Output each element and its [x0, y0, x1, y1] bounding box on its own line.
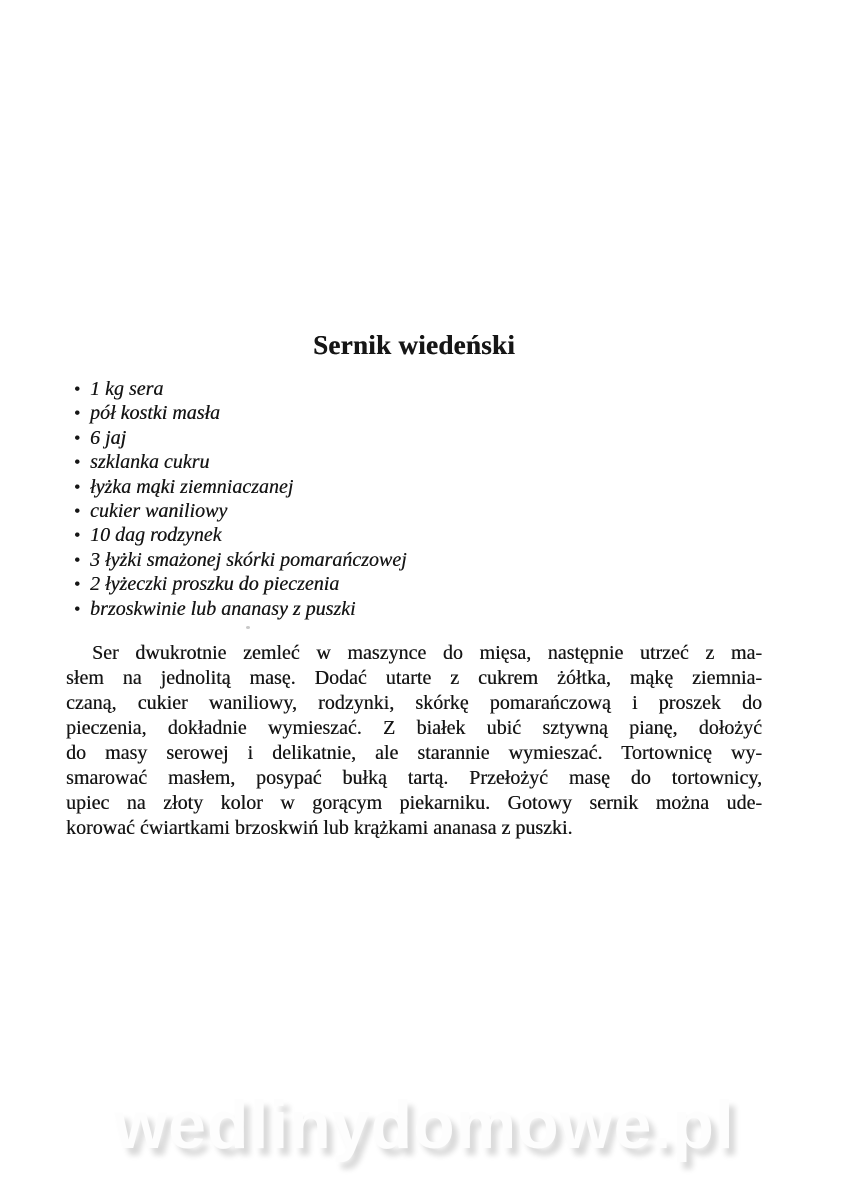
ingredient-item — [74, 523, 407, 547]
text-line: smarować masłem, posypać bułką tartą. Przełożyć masę do tortownicy, — [66, 767, 762, 789]
ingredient-item — [74, 377, 407, 401]
ingredient-item — [74, 548, 407, 572]
watermark-text: wedlinydomowe.pl — [114, 1087, 735, 1163]
ingredient-item — [74, 597, 407, 621]
ingredient-text: łyżka mąki ziemniaczanej — [90, 475, 294, 498]
bullet-icon: • — [74, 501, 81, 522]
bullet-icon: • — [74, 598, 81, 619]
ingredient-text: 3 łyżki smażonej skórki pomarańczowej — [90, 548, 407, 571]
text-line: do masy serowej i delikatnie, ale starannie wymieszać. Tortownicę wy- — [66, 742, 762, 764]
bullet-icon: • — [74, 549, 81, 570]
ingredient-text: szklanka cukru — [90, 451, 210, 474]
ingredient-item — [74, 426, 407, 450]
text-line: słem na jednolitą masę. Dodać utarte z cukrem żółtka, mąkę ziemnia- — [66, 667, 762, 689]
ingredient-list — [74, 377, 407, 621]
bullet-icon: • — [74, 476, 81, 497]
ingredient-item — [74, 475, 407, 499]
bullet-icon: • — [74, 525, 81, 546]
ingredient-item — [74, 401, 407, 425]
text-line: czaną, cukier waniliowy, rodzynki, skórkę pomarańczową i proszek do — [66, 692, 762, 714]
bullet-icon: • — [74, 574, 81, 595]
text-line: upiec na złoty kolor w gorącym piekarniku. Gotowy sernik można ude- — [66, 792, 762, 814]
ingredient-text: 6 jaj — [90, 426, 127, 449]
ingredient-text: 1 kg sera — [90, 378, 164, 400]
text-line: korować ćwiartkami brzoskwiń lub krążkami ananasa z puszki. — [66, 817, 573, 839]
instructions-paragraph — [66, 641, 762, 841]
ingredient-item — [74, 450, 407, 474]
ingredient-text: 10 dag rodzynek — [90, 524, 222, 547]
text-line: Ser dwukrotnie zemleć w maszynce do mięsa, następnie utrzeć z ma- — [92, 642, 762, 664]
ingredient-item — [74, 572, 407, 596]
ingredient-text: cukier waniliowy — [90, 500, 228, 523]
ingredient-text: pół kostki masła — [90, 402, 220, 425]
recipe-title: Sernik wiedeński — [312, 330, 516, 360]
ingredient-item — [74, 499, 407, 523]
text-line: pieczenia, dokładnie wymieszać. Z białek ubić sztywną pianę, dołożyć — [66, 717, 762, 739]
bullet-icon: • — [74, 452, 81, 473]
bullet-icon: • — [74, 379, 81, 399]
bullet-icon: • — [74, 403, 81, 424]
scan-artifact — [246, 626, 250, 629]
bullet-icon: • — [74, 427, 81, 448]
ingredient-text: 2 łyżeczki proszku do pieczenia — [90, 573, 340, 596]
ingredient-text: brzoskwinie lub ananasy z puszki — [90, 597, 356, 620]
